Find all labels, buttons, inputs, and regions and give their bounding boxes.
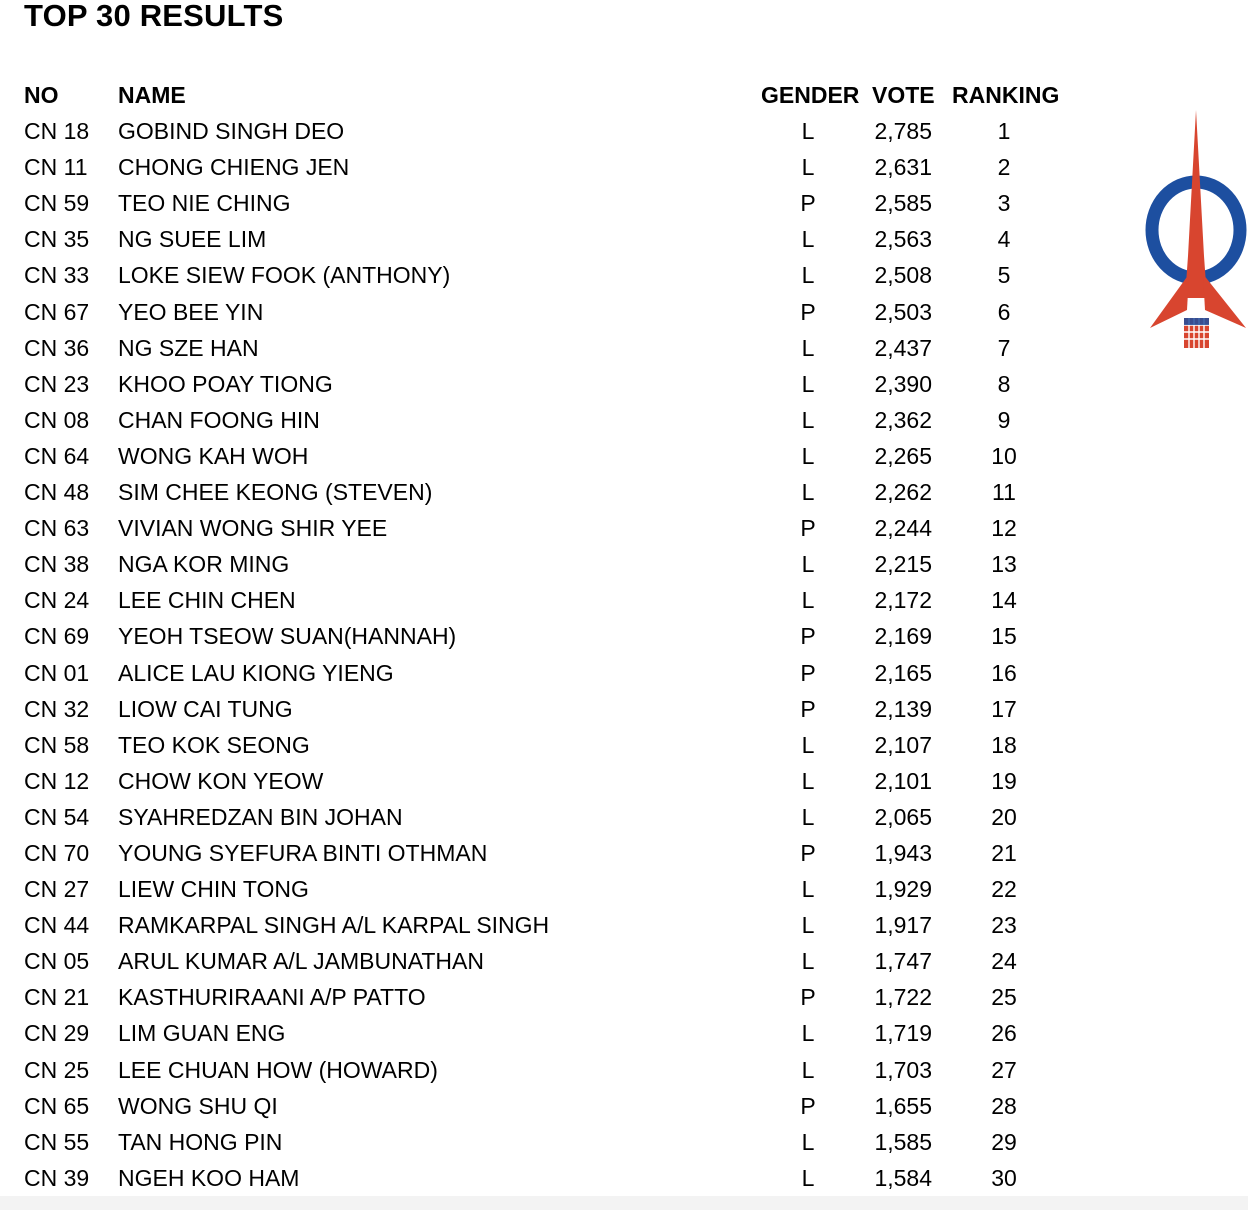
cell-ranking: 6 [997, 298, 1011, 325]
cell-gender: L [801, 1020, 815, 1047]
cell-ranking: 26 [991, 1020, 1017, 1047]
cell-ranking: 18 [991, 731, 1017, 758]
cell-ranking: 5 [997, 262, 1011, 289]
cell-vote: 2,244 [874, 515, 932, 542]
cell-gender: L [801, 1056, 815, 1083]
cell-ranking: 2 [997, 154, 1011, 181]
cell-name: NGEH KOO HAM [118, 1164, 300, 1191]
table-row [0, 294, 1100, 330]
cell-vote: 2,503 [874, 298, 932, 325]
cell-vote: 2,139 [874, 695, 932, 722]
header-name: NAME [118, 82, 186, 108]
cell-ranking: 27 [991, 1056, 1017, 1083]
cell-gender: P [800, 984, 816, 1011]
cell-ranking: 23 [991, 912, 1017, 939]
rocket-logo-icon [1140, 106, 1248, 354]
cell-vote: 2,169 [874, 623, 932, 650]
cell-ranking: 10 [991, 442, 1017, 469]
cell-vote: 2,631 [874, 154, 932, 181]
results-table [0, 77, 1100, 1196]
cell-ranking: 28 [991, 1092, 1017, 1119]
cell-name: ARUL KUMAR A/L JAMBUNATHAN [118, 948, 484, 975]
table-row [0, 691, 1100, 727]
cell-no: CN 69 [24, 623, 90, 650]
cell-gender: L [801, 370, 815, 397]
cell-vote: 2,107 [874, 731, 932, 758]
cell-name: TEO KOK SEONG [118, 731, 310, 758]
cell-vote: 2,390 [874, 370, 932, 397]
table-row [0, 402, 1100, 438]
cell-ranking: 20 [991, 803, 1017, 830]
table-row [0, 943, 1100, 979]
table-row [0, 185, 1100, 221]
cell-name: YEOH TSEOW SUAN(HANNAH) [118, 623, 457, 650]
cell-vote: 2,065 [874, 803, 932, 830]
table-row [0, 763, 1100, 799]
cell-gender: P [800, 190, 816, 217]
table-body [0, 113, 1100, 1196]
cell-gender: L [801, 118, 815, 145]
cell-no: CN 11 [24, 154, 88, 181]
cell-name: SIM CHEE KEONG (STEVEN) [118, 479, 433, 506]
header-vote: VOTE [872, 82, 935, 108]
cell-no: CN 64 [24, 442, 90, 469]
cell-vote: 1,584 [874, 1164, 932, 1191]
header-no: NO [24, 82, 59, 108]
cell-vote: 2,437 [874, 334, 932, 361]
cell-gender: L [801, 803, 815, 830]
cell-vote: 1,943 [874, 839, 932, 866]
cell-name: TEO NIE CHING [118, 190, 291, 217]
cell-no: CN 35 [24, 226, 90, 253]
cell-vote: 2,165 [874, 659, 932, 686]
cell-no: CN 36 [24, 334, 90, 361]
cell-no: CN 63 [24, 515, 90, 542]
cell-gender: L [801, 406, 815, 433]
table-row [0, 1052, 1100, 1088]
logo-base-top [1184, 318, 1209, 325]
cell-ranking: 30 [991, 1164, 1017, 1191]
cell-name: LIEW CHIN TONG [118, 876, 309, 903]
table-row [0, 438, 1100, 474]
cell-ranking: 11 [992, 479, 1016, 506]
cell-ranking: 17 [991, 695, 1017, 722]
cell-gender: P [800, 515, 816, 542]
cell-name: TAN HONG PIN [118, 1128, 283, 1155]
cell-name: LIOW CAI TUNG [118, 695, 293, 722]
cell-ranking: 9 [997, 406, 1011, 433]
cell-vote: 1,929 [874, 876, 932, 903]
table-row [0, 474, 1100, 510]
cell-no: CN 18 [24, 118, 90, 145]
table-row [0, 330, 1100, 366]
cell-vote: 1,585 [874, 1128, 932, 1155]
cell-gender: L [801, 334, 815, 361]
cell-no: CN 24 [24, 587, 90, 614]
cell-vote: 1,917 [874, 912, 932, 939]
cell-no: CN 65 [24, 1092, 90, 1119]
cell-name: LOKE SIEW FOOK (ANTHONY) [118, 262, 451, 289]
cell-no: CN 25 [24, 1056, 90, 1083]
table-row [0, 655, 1100, 691]
cell-gender: P [800, 659, 816, 686]
cell-no: CN 58 [24, 731, 90, 758]
logo-right-fin [1203, 274, 1246, 328]
cell-gender: L [801, 731, 815, 758]
cell-vote: 1,747 [874, 948, 932, 975]
cell-gender: L [801, 587, 815, 614]
cell-no: CN 27 [24, 876, 90, 903]
table-row [0, 113, 1100, 149]
cell-no: CN 70 [24, 839, 90, 866]
cell-gender: L [801, 262, 815, 289]
cell-name: KASTHURIRAANI A/P PATTO [118, 984, 426, 1011]
cell-name: CHAN FOONG HIN [118, 406, 320, 433]
cell-name: LEE CHUAN HOW (HOWARD) [118, 1056, 438, 1083]
cell-ranking: 25 [991, 984, 1017, 1011]
cell-ranking: 7 [997, 334, 1011, 361]
page-title: TOP 30 RESULTS [24, 0, 284, 33]
cell-ranking: 4 [997, 226, 1011, 253]
cell-no: CN 59 [24, 190, 90, 217]
table-row [0, 907, 1100, 943]
cell-gender: P [800, 839, 816, 866]
cell-ranking: 15 [991, 623, 1017, 650]
table-row [0, 979, 1100, 1015]
cell-name: LIM GUAN ENG [118, 1020, 286, 1047]
cell-name: LEE CHIN CHEN [118, 587, 296, 614]
cell-vote: 1,722 [874, 984, 932, 1011]
cell-ranking: 29 [991, 1128, 1017, 1155]
table-header-row [0, 77, 1100, 113]
cell-no: CN 67 [24, 298, 90, 325]
cell-name: NG SUEE LIM [118, 226, 267, 253]
table-row [0, 221, 1100, 257]
table-row [0, 727, 1100, 763]
cell-no: CN 08 [24, 406, 90, 433]
cell-gender: L [801, 767, 815, 794]
cell-no: CN 39 [24, 1164, 90, 1191]
cell-gender: P [800, 695, 816, 722]
cell-vote: 2,362 [874, 406, 932, 433]
table-row [0, 510, 1100, 546]
cell-vote: 1,703 [874, 1056, 932, 1083]
cell-ranking: 21 [991, 839, 1017, 866]
cell-name: SYAHREDZAN BIN JOHAN [118, 803, 403, 830]
header-ranking: RANKING [952, 82, 1060, 108]
cell-ranking: 13 [991, 551, 1017, 578]
cell-vote: 2,563 [874, 226, 932, 253]
cell-ranking: 12 [991, 515, 1017, 542]
cell-gender: L [801, 1164, 815, 1191]
table-row [0, 582, 1100, 618]
cell-gender: L [801, 551, 815, 578]
cell-no: CN 01 [24, 659, 90, 686]
cell-no: CN 54 [24, 803, 90, 830]
logo-rocket-body [1185, 110, 1207, 298]
cell-vote: 2,215 [874, 551, 932, 578]
cell-no: CN 55 [24, 1128, 90, 1155]
table-row [0, 799, 1100, 835]
cell-vote: 2,265 [874, 442, 932, 469]
table-row [0, 149, 1100, 185]
cell-vote: 2,585 [874, 190, 932, 217]
table-row [0, 1015, 1100, 1051]
cell-vote: 1,719 [874, 1020, 932, 1047]
table-row [0, 1088, 1100, 1124]
cell-name: YOUNG SYEFURA BINTI OTHMAN [118, 839, 488, 866]
cell-ranking: 3 [997, 190, 1011, 217]
cell-gender: L [801, 154, 815, 181]
cell-no: CN 12 [24, 767, 90, 794]
table-row [0, 1124, 1100, 1160]
logo-left-fin [1150, 274, 1189, 328]
cell-ranking: 8 [997, 370, 1011, 397]
cell-gender: L [801, 226, 815, 253]
cell-name: GOBIND SINGH DEO [118, 118, 345, 145]
cell-name: NG SZE HAN [118, 334, 259, 361]
table-row [0, 366, 1100, 402]
cell-vote: 2,262 [874, 479, 932, 506]
cell-name: NGA KOR MING [118, 551, 290, 578]
table-row [0, 618, 1100, 654]
table-row [0, 257, 1100, 293]
cell-name: WONG KAH WOH [118, 442, 309, 469]
cell-ranking: 14 [991, 587, 1017, 614]
table-row [0, 835, 1100, 871]
cell-name: RAMKARPAL SINGH A/L KARPAL SINGH [118, 912, 550, 939]
cell-no: CN 32 [24, 695, 90, 722]
table-row [0, 546, 1100, 582]
cell-vote: 2,785 [874, 118, 932, 145]
cell-name: YEO BEE YIN [118, 298, 264, 325]
cell-gender: L [801, 876, 815, 903]
cell-gender: L [801, 948, 815, 975]
cell-gender: L [801, 479, 815, 506]
cell-no: CN 05 [24, 948, 90, 975]
cell-ranking: 1 [997, 118, 1011, 145]
cell-vote: 1,655 [874, 1092, 932, 1119]
cell-no: CN 44 [24, 912, 90, 939]
table-row [0, 1160, 1100, 1196]
cell-gender: P [800, 1092, 816, 1119]
cell-no: CN 48 [24, 479, 90, 506]
cell-name: KHOO POAY TIONG [118, 370, 333, 397]
cell-gender: L [801, 912, 815, 939]
cell-gender: L [801, 1128, 815, 1155]
cell-ranking: 22 [991, 876, 1017, 903]
cell-vote: 2,172 [874, 587, 932, 614]
cell-vote: 2,101 [874, 767, 932, 794]
table-row [0, 871, 1100, 907]
header-gender: GENDER [761, 82, 860, 108]
cell-gender: P [800, 623, 816, 650]
cell-ranking: 19 [991, 767, 1017, 794]
cell-ranking: 24 [991, 948, 1017, 975]
page-bottom-strip [0, 1196, 1248, 1210]
cell-name: ALICE LAU KIONG YIENG [118, 659, 394, 686]
cell-no: CN 29 [24, 1020, 90, 1047]
cell-no: CN 21 [24, 984, 90, 1011]
cell-no: CN 33 [24, 262, 90, 289]
cell-gender: L [801, 442, 815, 469]
cell-name: CHONG CHIENG JEN [118, 154, 350, 181]
cell-name: CHOW KON YEOW [118, 767, 324, 794]
cell-no: CN 23 [24, 370, 90, 397]
cell-ranking: 16 [991, 659, 1017, 686]
cell-name: WONG SHU QI [118, 1092, 278, 1119]
cell-no: CN 38 [24, 551, 90, 578]
cell-gender: P [800, 298, 816, 325]
cell-vote: 2,508 [874, 262, 932, 289]
cell-name: VIVIAN WONG SHIR YEE [118, 515, 388, 542]
